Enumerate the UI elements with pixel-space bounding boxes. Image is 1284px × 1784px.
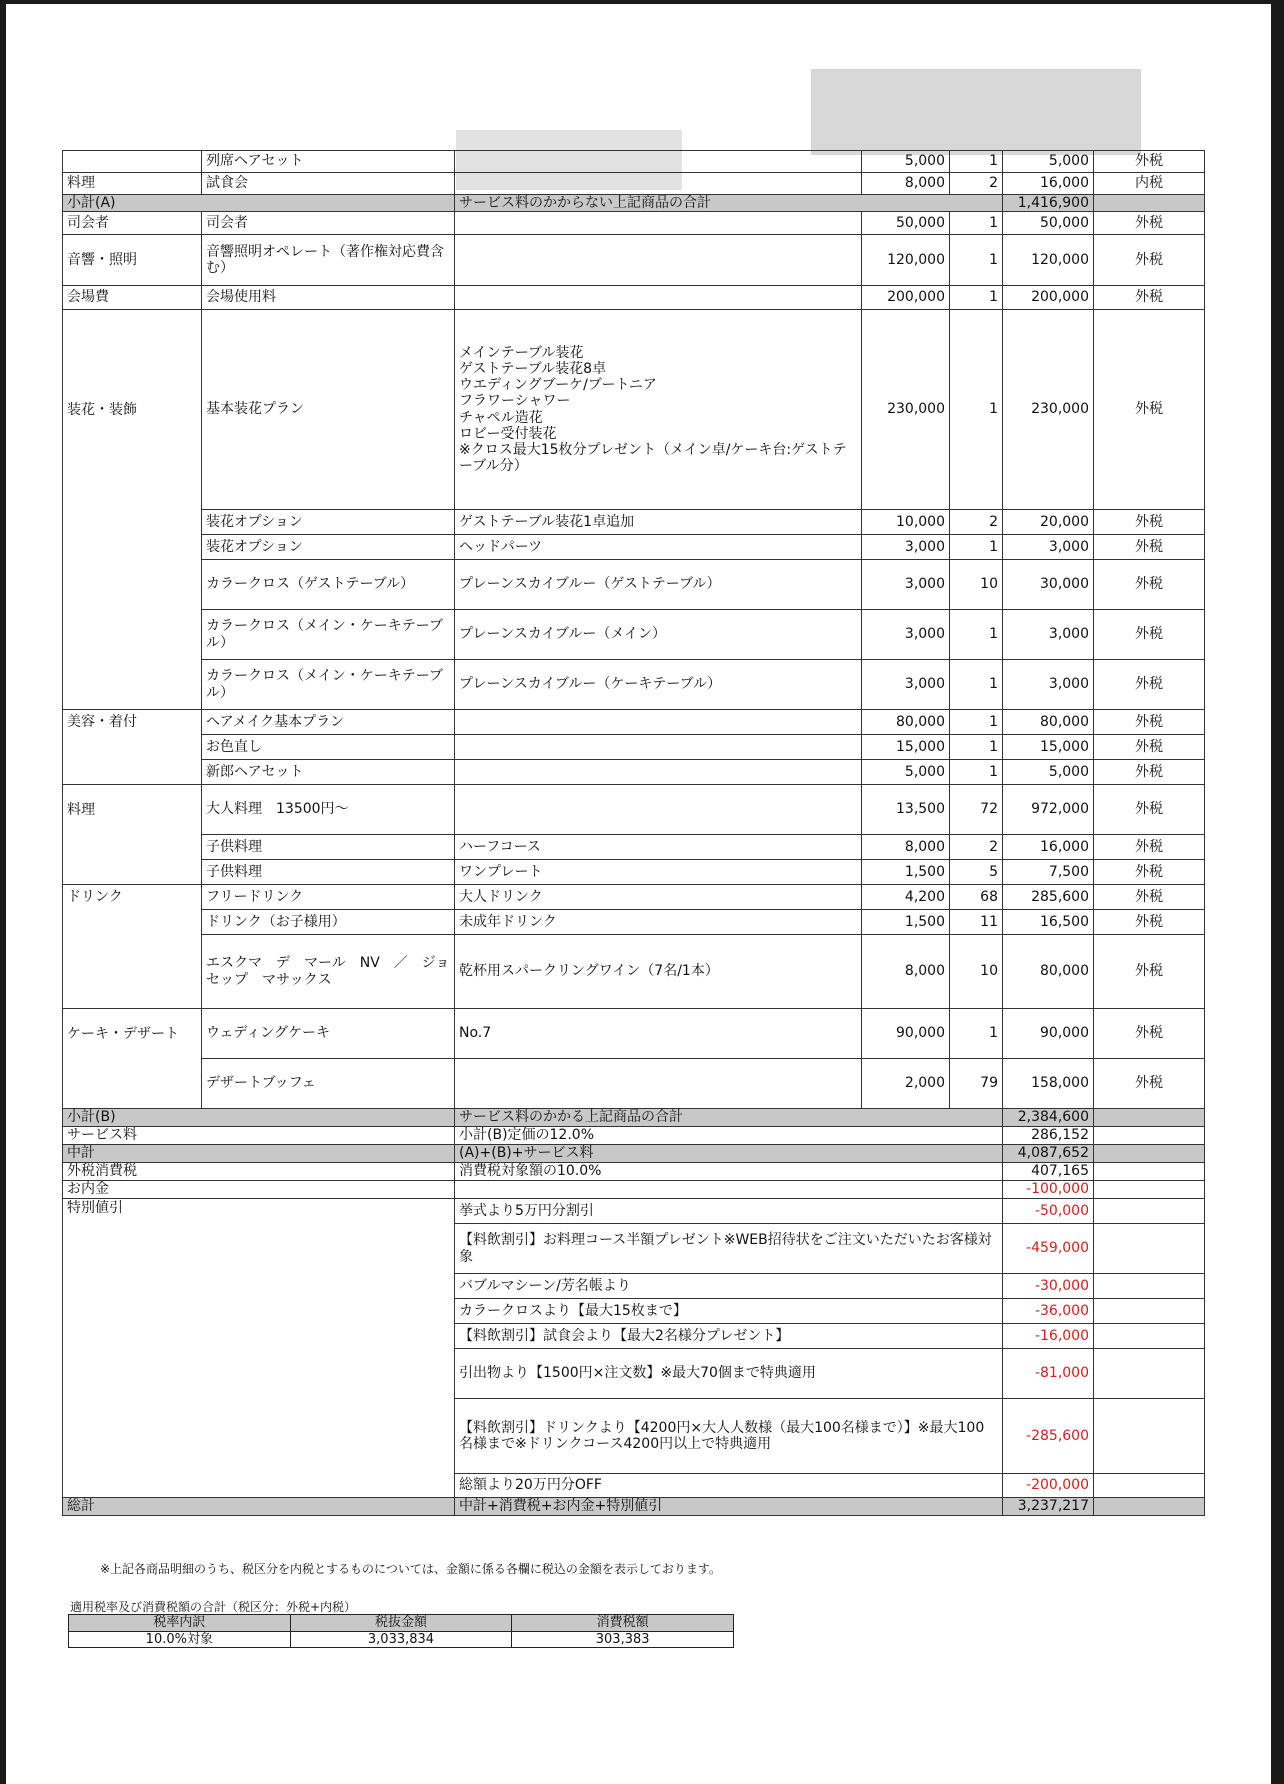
discount-desc: 【料飲割引】試食会より【最大2名様分プレゼント】 — [455, 1324, 1003, 1349]
amount: 7,500 — [1003, 860, 1094, 885]
table-row — [63, 885, 1205, 910]
table-row — [63, 660, 1205, 710]
item-desc — [455, 173, 862, 195]
category-cell — [63, 760, 202, 785]
amount: 3,000 — [1003, 660, 1094, 710]
item-desc — [455, 785, 862, 835]
category-cell: 料理 — [63, 173, 202, 195]
unit-price: 200,000 — [862, 286, 950, 310]
item-name: 大人料理 13500円～ — [202, 785, 455, 835]
table-row — [63, 151, 1205, 173]
tax-type: 外税 — [1094, 151, 1205, 173]
tax-rate-cell: 303,383 — [512, 1631, 734, 1648]
empty-cell — [1094, 1127, 1205, 1145]
quantity: 1 — [950, 235, 1003, 286]
subtotal-b-amount: 2,384,600 — [1003, 1109, 1094, 1127]
amount: 20,000 — [1003, 510, 1094, 535]
discount-amount: -200,000 — [1003, 1474, 1094, 1498]
item-desc: プレーンスカイブルー（メイン） — [455, 610, 862, 660]
tax-type: 外税 — [1094, 785, 1205, 835]
tax-type: 外税 — [1094, 660, 1205, 710]
unit-price: 1,500 — [862, 860, 950, 885]
empty-cell — [1094, 1224, 1205, 1274]
tax-rate-header: 税抜金額 — [290, 1615, 512, 1632]
tax-type: 外税 — [1094, 560, 1205, 610]
item-name: 子供料理 — [202, 835, 455, 860]
item-name: 装花オプション — [202, 510, 455, 535]
item-name: フリードリンク — [202, 885, 455, 910]
middle-total-label: 中計 — [63, 1145, 455, 1163]
quantity: 1 — [950, 1009, 1003, 1059]
external-tax-row — [63, 1163, 1205, 1181]
discount-amount: -285,600 — [1003, 1399, 1094, 1474]
tax-type: 外税 — [1094, 860, 1205, 885]
item-desc — [455, 286, 862, 310]
tax-type: 外税 — [1094, 1059, 1205, 1109]
category-cell: 音響・照明 — [63, 235, 202, 286]
tax-rate-row — [69, 1631, 734, 1648]
subtotal-b-desc: サービス料のかかる上記商品の合計 — [455, 1109, 1003, 1127]
tax-type: 外税 — [1094, 212, 1205, 235]
amount: 972,000 — [1003, 785, 1094, 835]
discount-desc: カラークロスより【最大15枚まで】 — [455, 1299, 1003, 1324]
quantity: 1 — [950, 212, 1003, 235]
tax-rate-header: 税率内訳 — [69, 1615, 291, 1632]
unit-price: 8,000 — [862, 835, 950, 860]
tax-type: 外税 — [1094, 735, 1205, 760]
category-cell: ドリンク — [63, 885, 202, 910]
category-cell: ケーキ・デザート — [63, 1009, 202, 1059]
item-desc: 大人ドリンク — [455, 885, 862, 910]
empty-cell — [1094, 1399, 1205, 1474]
category-cell — [63, 510, 202, 535]
empty-cell — [1094, 1145, 1205, 1163]
tax-type: 外税 — [1094, 510, 1205, 535]
table-row — [63, 735, 1205, 760]
item-desc: プレーンスカイブルー（ゲストテーブル） — [455, 560, 862, 610]
empty-cell — [1094, 1109, 1205, 1127]
tax-type: 外税 — [1094, 935, 1205, 1009]
unit-price: 13,500 — [862, 785, 950, 835]
item-desc: メインテーブル装花 ゲストテーブル装花8卓 ウエディングブーケ/ブートニア フラワーシャワー チャペル造花 ロビー受付装花 ※クロス最大15枚分プレゼント（メイン卓/ケーキ台:ゲストテーブル分） — [455, 310, 862, 510]
discount-label: 特別値引 — [63, 1199, 455, 1498]
tax-type: 外税 — [1094, 535, 1205, 560]
empty-cell — [1094, 1299, 1205, 1324]
amount: 16,000 — [1003, 835, 1094, 860]
category-cell — [63, 560, 202, 610]
item-name: 会場使用料 — [202, 286, 455, 310]
unit-price: 3,000 — [862, 660, 950, 710]
empty-cell — [1094, 1181, 1205, 1199]
amount: 5,000 — [1003, 760, 1094, 785]
tax-rate-header: 消費税額 — [512, 1615, 734, 1632]
unit-price: 4,200 — [862, 885, 950, 910]
amount: 230,000 — [1003, 310, 1094, 510]
item-name: 列席ヘアセット — [202, 151, 455, 173]
quantity: 1 — [950, 310, 1003, 510]
item-name: デザートブッフェ — [202, 1059, 455, 1109]
item-name: エスクマ デ マール NV ／ ジョセップ マサックス — [202, 935, 455, 1009]
amount: 16,000 — [1003, 173, 1094, 195]
discount-amount: -36,000 — [1003, 1299, 1094, 1324]
discount-amount: -81,000 — [1003, 1349, 1094, 1399]
category-cell: 装花・装飾 — [63, 310, 202, 510]
subtotal-b-label: 小計(B) — [63, 1109, 455, 1127]
amount: 3,000 — [1003, 610, 1094, 660]
quantity: 5 — [950, 860, 1003, 885]
quantity: 1 — [950, 610, 1003, 660]
quantity: 68 — [950, 885, 1003, 910]
discount-desc: バブルマシーン/芳名帳より — [455, 1274, 1003, 1299]
table-row — [63, 910, 1205, 935]
tax-type: 外税 — [1094, 910, 1205, 935]
deposit-label: お内金 — [63, 1181, 455, 1199]
subtotal-b-row — [63, 1109, 1205, 1127]
empty-cell — [1094, 1274, 1205, 1299]
item-name: 司会者 — [202, 212, 455, 235]
item-name: カラークロス（メイン・ケーキテーブル） — [202, 660, 455, 710]
quantity: 2 — [950, 510, 1003, 535]
table-row — [63, 935, 1205, 1009]
unit-price: 15,000 — [862, 735, 950, 760]
amount: 200,000 — [1003, 286, 1094, 310]
redacted-block — [811, 69, 1141, 155]
empty-cell — [1094, 1474, 1205, 1498]
quantity: 72 — [950, 785, 1003, 835]
middle-total-amount: 4,087,652 — [1003, 1145, 1094, 1163]
amount: 15,000 — [1003, 735, 1094, 760]
unit-price: 10,000 — [862, 510, 950, 535]
quantity: 1 — [950, 735, 1003, 760]
grand-total-label: 総計 — [63, 1498, 455, 1516]
amount: 50,000 — [1003, 212, 1094, 235]
table-row — [63, 860, 1205, 885]
subtotal-a-amount: 1,416,900 — [1003, 195, 1094, 212]
unit-price: 90,000 — [862, 1009, 950, 1059]
item-name: ウェディングケーキ — [202, 1009, 455, 1059]
tax-type: 外税 — [1094, 835, 1205, 860]
tax-type: 外税 — [1094, 235, 1205, 286]
item-name: ヘアメイク基本プラン — [202, 710, 455, 735]
empty-cell — [1094, 1324, 1205, 1349]
table-row — [63, 535, 1205, 560]
table-row — [63, 760, 1205, 785]
unit-price: 50,000 — [862, 212, 950, 235]
category-cell — [63, 610, 202, 660]
amount: 285,600 — [1003, 885, 1094, 910]
table-row — [63, 212, 1205, 235]
quantity: 1 — [950, 710, 1003, 735]
empty-cell — [1094, 195, 1205, 212]
amount: 80,000 — [1003, 935, 1094, 1009]
table-row — [63, 610, 1205, 660]
tax-rate-cell: 10.0%対象 — [69, 1631, 291, 1648]
tax-type: 外税 — [1094, 710, 1205, 735]
amount: 90,000 — [1003, 1009, 1094, 1059]
table-row — [63, 310, 1205, 510]
quantity: 1 — [950, 286, 1003, 310]
unit-price: 2,000 — [862, 1059, 950, 1109]
unit-price: 230,000 — [862, 310, 950, 510]
amount: 158,000 — [1003, 1059, 1094, 1109]
service-amount: 286,152 — [1003, 1127, 1094, 1145]
item-name: 装花オプション — [202, 535, 455, 560]
external-tax-label: 外税消費税 — [63, 1163, 455, 1181]
middle-total-desc: (A)+(B)+サービス料 — [455, 1145, 1003, 1163]
item-desc: 乾杯用スパークリングワイン（7名/1本） — [455, 935, 862, 1009]
service-desc: 小計(B)定価の12.0% — [455, 1127, 1003, 1145]
unit-price: 5,000 — [862, 151, 950, 173]
item-name: 試食会 — [202, 173, 455, 195]
tax-type: 外税 — [1094, 760, 1205, 785]
category-cell: 司会者 — [63, 212, 202, 235]
quantity: 10 — [950, 935, 1003, 1009]
amount: 80,000 — [1003, 710, 1094, 735]
item-name: ドリンク（お子様用） — [202, 910, 455, 935]
subtotal-a-desc: サービス料のかからない上記商品の合計 — [455, 195, 1003, 212]
tax-rate-caption: 適用税率及び消費税額の合計（税区分：外税+内税） — [70, 1600, 357, 1614]
table-row — [63, 235, 1205, 286]
tax-type: 外税 — [1094, 610, 1205, 660]
category-cell — [63, 860, 202, 885]
quantity: 11 — [950, 910, 1003, 935]
amount: 30,000 — [1003, 560, 1094, 610]
external-tax-amount: 407,165 — [1003, 1163, 1094, 1181]
item-desc: ヘッドパーツ — [455, 535, 862, 560]
table-row — [63, 710, 1205, 735]
unit-price: 8,000 — [862, 173, 950, 195]
tax-note: ※上記各商品明細のうち、税区分を内税とするものについては、金額に係る各欄に税込の金額を表示しております。 — [100, 1562, 721, 1576]
unit-price: 5,000 — [862, 760, 950, 785]
quantity: 1 — [950, 660, 1003, 710]
amount: 16,500 — [1003, 910, 1094, 935]
category-cell — [63, 835, 202, 860]
subtotal-a-label: 小計(A) — [63, 195, 455, 212]
item-desc — [455, 151, 862, 173]
tax-rate-header-row — [69, 1615, 734, 1632]
estimate-table — [62, 150, 1205, 1516]
subtotal-a-row — [63, 195, 1205, 212]
empty-cell — [1094, 1199, 1205, 1224]
unit-price: 3,000 — [862, 610, 950, 660]
empty-cell — [1094, 1498, 1205, 1516]
quantity: 2 — [950, 173, 1003, 195]
category-cell — [63, 151, 202, 173]
discount-desc: 引出物より【1500円×注文数】※最大70個まで特典適用 — [455, 1349, 1003, 1399]
category-cell: 会場費 — [63, 286, 202, 310]
item-desc: ゲストテーブル装花1卓追加 — [455, 510, 862, 535]
unit-price: 120,000 — [862, 235, 950, 286]
grand-total-row — [63, 1498, 1205, 1516]
quantity: 79 — [950, 1059, 1003, 1109]
amount: 5,000 — [1003, 151, 1094, 173]
item-name: カラークロス（メイン・ケーキテーブル） — [202, 610, 455, 660]
tax-rate-table — [68, 1614, 734, 1648]
quantity: 2 — [950, 835, 1003, 860]
quantity: 1 — [950, 535, 1003, 560]
discount-desc: 【料飲割引】お料理コース半額プレゼント※WEB招待状をご注文いただいたお客様対象 — [455, 1224, 1003, 1274]
item-desc: ワンプレート — [455, 860, 862, 885]
service-label: サービス料 — [63, 1127, 455, 1145]
table-row — [63, 1009, 1205, 1059]
grand-total-amount: 3,237,217 — [1003, 1498, 1094, 1516]
table-row — [63, 286, 1205, 310]
item-name: 音響照明オペレート（著作権対応費含む） — [202, 235, 455, 286]
item-name: カラークロス（ゲストテーブル） — [202, 560, 455, 610]
category-cell — [63, 910, 202, 935]
quantity: 10 — [950, 560, 1003, 610]
deposit-desc — [455, 1181, 1003, 1199]
table-row — [63, 835, 1205, 860]
table-row — [63, 1059, 1205, 1109]
unit-price: 3,000 — [862, 535, 950, 560]
category-cell: 料理 — [63, 785, 202, 835]
service-row — [63, 1127, 1205, 1145]
tax-type: 外税 — [1094, 310, 1205, 510]
empty-cell — [1094, 1163, 1205, 1181]
discount-amount: -459,000 — [1003, 1224, 1094, 1274]
category-cell — [63, 660, 202, 710]
amount: 3,000 — [1003, 535, 1094, 560]
discount-desc: 挙式より5万円分割引 — [455, 1199, 1003, 1224]
unit-price: 80,000 — [862, 710, 950, 735]
tax-rate-cell: 3,033,834 — [290, 1631, 512, 1648]
discount-amount: -16,000 — [1003, 1324, 1094, 1349]
item-name: 新郎ヘアセット — [202, 760, 455, 785]
item-desc — [455, 710, 862, 735]
quantity: 1 — [950, 760, 1003, 785]
category-cell: 美容・着付 — [63, 710, 202, 735]
discount-amount: -30,000 — [1003, 1274, 1094, 1299]
grand-total-desc: 中計+消費税+お内金+特別値引 — [455, 1498, 1003, 1516]
deposit-amount: -100,000 — [1003, 1181, 1094, 1199]
empty-cell — [1094, 1349, 1205, 1399]
item-desc: 未成年ドリンク — [455, 910, 862, 935]
item-desc — [455, 235, 862, 286]
category-cell — [63, 1059, 202, 1109]
amount: 120,000 — [1003, 235, 1094, 286]
unit-price: 1,500 — [862, 910, 950, 935]
discount-row — [63, 1199, 1205, 1224]
item-desc: No.7 — [455, 1009, 862, 1059]
table-row — [63, 785, 1205, 835]
item-desc — [455, 212, 862, 235]
unit-price: 3,000 — [862, 560, 950, 610]
item-desc — [455, 1059, 862, 1109]
item-name: 基本装花プラン — [202, 310, 455, 510]
table-row — [63, 510, 1205, 535]
quantity: 1 — [950, 151, 1003, 173]
external-tax-desc: 消費税対象額の10.0% — [455, 1163, 1003, 1181]
table-row — [63, 560, 1205, 610]
item-name: お色直し — [202, 735, 455, 760]
category-cell — [63, 935, 202, 1009]
item-name: 子供料理 — [202, 860, 455, 885]
item-desc — [455, 760, 862, 785]
tax-type: 外税 — [1094, 286, 1205, 310]
deposit-row — [63, 1181, 1205, 1199]
category-cell — [63, 535, 202, 560]
item-desc — [455, 735, 862, 760]
category-cell — [63, 735, 202, 760]
item-desc: プレーンスカイブルー（ケーキテーブル） — [455, 660, 862, 710]
table-row — [63, 173, 1205, 195]
tax-type: 外税 — [1094, 1009, 1205, 1059]
discount-amount: -50,000 — [1003, 1199, 1094, 1224]
unit-price: 8,000 — [862, 935, 950, 1009]
discount-desc: 総額より20万円分OFF — [455, 1474, 1003, 1498]
tax-type: 内税 — [1094, 173, 1205, 195]
discount-desc: 【料飲割引】ドリンクより【4200円×大人人数様（最大100名様まで）】※最大100名様まで※ドリンクコース4200円以上で特典適用 — [455, 1399, 1003, 1474]
item-desc: ハーフコース — [455, 835, 862, 860]
middle-total-row — [63, 1145, 1205, 1163]
tax-type: 外税 — [1094, 885, 1205, 910]
